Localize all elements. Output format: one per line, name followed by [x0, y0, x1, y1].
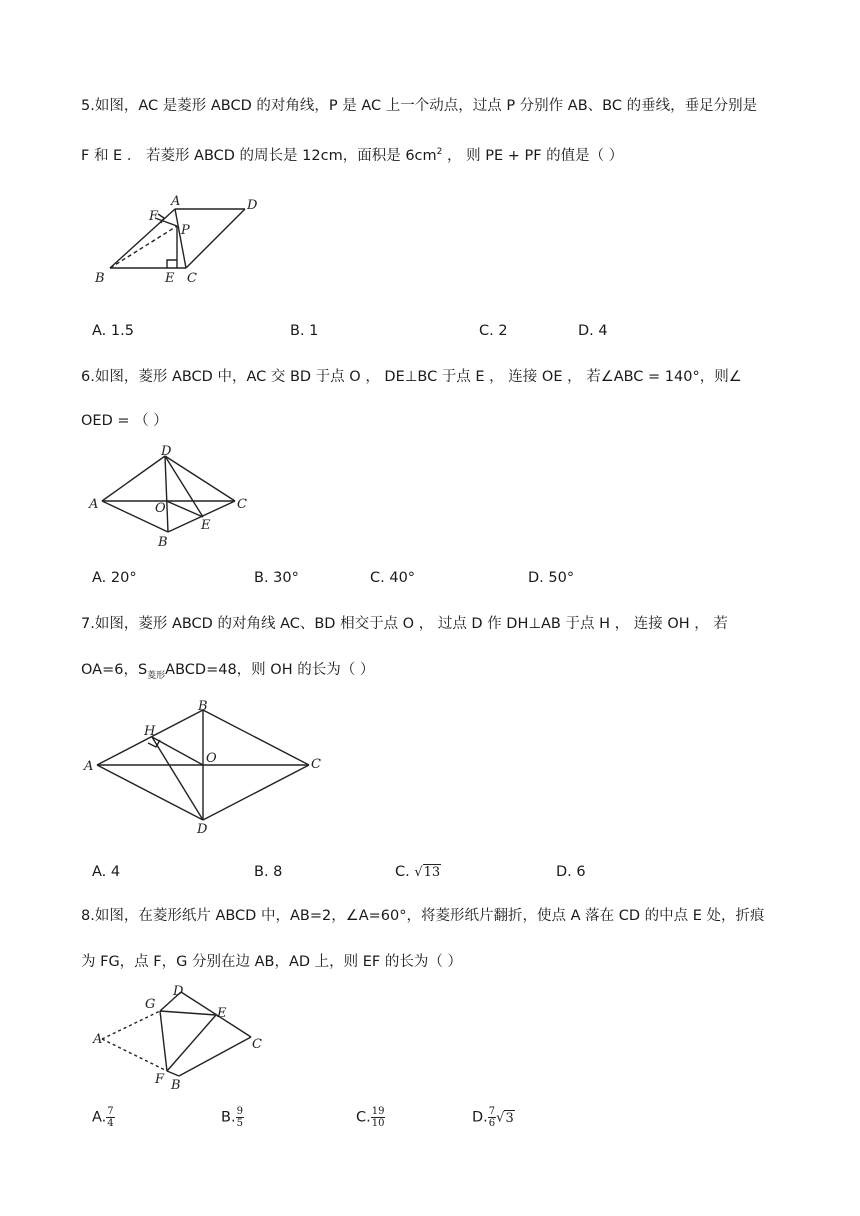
- q5-label-d: D: [247, 198, 258, 213]
- q7-figure: [80, 695, 330, 840]
- q5-label-c: C: [187, 271, 197, 286]
- q6-option-b[interactable]: B. 30°: [254, 570, 299, 586]
- q8-label-a: A: [93, 1032, 103, 1047]
- q7-label-a: A: [84, 759, 94, 774]
- q6-option-a[interactable]: A. 20°: [92, 570, 137, 586]
- q6-label-a: A: [89, 497, 99, 512]
- q5-stem-line1: 5.如图，AC 是菱形 ABCD 的对角线，P 是 AC 上一个动点，过点 P 分别作 AB、BC 的垂线，垂足分别是: [81, 98, 758, 114]
- q5-option-a[interactable]: A. 1.5: [92, 323, 134, 339]
- q8-stem-line2: 为 FG，点 F，G 分别在边 AB，AD 上，则 EF 的长为（ ）: [81, 954, 462, 970]
- q7-label-c: C: [311, 757, 321, 772]
- q7-stem-line1: 7.如图，菱形 ABCD 的对角线 AC、BD 相交于点 O ， 过点 D 作 DH⊥AB 于点 H ， 连接 OH ， 若: [81, 616, 728, 632]
- q7-label-d: D: [197, 822, 208, 837]
- q6-label-e: E: [201, 518, 211, 533]
- q8-label-g: G: [145, 997, 156, 1012]
- q8-label-f: F: [155, 1072, 165, 1087]
- q7-option-a[interactable]: A. 4: [92, 864, 121, 880]
- q8-stem-line1: 8.如图，在菱形纸片 ABCD 中，AB=2，∠A=60°，将菱形纸片翻折，使点 A 落在 CD 的中点 E 处，折痕: [81, 908, 765, 924]
- q5-option-c[interactable]: C. 2: [479, 323, 508, 339]
- q6-figure: [85, 440, 265, 555]
- q5-option-b[interactable]: B. 1: [290, 323, 319, 339]
- q8-option-c[interactable]: C. $\frac{19}{10}$: [356, 1106, 385, 1129]
- q6-label-b: B: [158, 535, 168, 550]
- q6-stem-line1: 6.如图，菱形 ABCD 中，AC 交 BD 于点 O ， DE⊥BC 于点 E ， 连接 OE ， 若∠ABC = 140°，则∠: [81, 369, 742, 385]
- q5-label-e: E: [165, 271, 175, 286]
- q7-label-b: B: [198, 699, 208, 714]
- q5-option-d[interactable]: D. 4: [578, 323, 608, 339]
- q5-label-p: P: [181, 223, 190, 238]
- q6-label-o: O: [155, 501, 166, 516]
- q7-stem-line2: OA=6，$S_{菱形}ABCD=48$，则 OH 的长为（ ）: [81, 662, 375, 681]
- q7-label-h: H: [144, 724, 156, 739]
- q8-label-b: B: [171, 1078, 181, 1093]
- q7-option-d[interactable]: D. 6: [556, 864, 586, 880]
- q7-label-o: O: [206, 751, 217, 766]
- q6-label-c: C: [237, 497, 247, 512]
- q5-label-f: F: [149, 209, 159, 224]
- q6-stem-line2: OED = （ ）: [81, 413, 168, 429]
- q8-label-c: C: [252, 1037, 262, 1052]
- q5-label-a: A: [171, 194, 181, 209]
- q6-option-c[interactable]: C. 40°: [370, 570, 416, 586]
- q5-figure: [85, 190, 275, 290]
- q5-label-b: B: [95, 271, 105, 286]
- q6-label-d: D: [161, 444, 172, 459]
- q8-option-a[interactable]: A. $\frac{7}{4}$: [92, 1106, 114, 1129]
- q7-option-c[interactable]: C. √13: [395, 864, 441, 880]
- q8-label-d: D: [173, 984, 184, 999]
- q7-option-b[interactable]: B. 8: [254, 864, 283, 880]
- q8-label-e: E: [217, 1006, 227, 1021]
- q8-option-d[interactable]: D. $\frac{7}{6}$ √3: [472, 1106, 514, 1129]
- q5-stem-line2: F 和 E ． 若菱形 ABCD 的周长是 12cm，面积是 $6cm^2$ ， 则 PE + PF 的值是（ ）: [81, 147, 624, 164]
- q8-figure: [85, 982, 275, 1097]
- q6-option-d[interactable]: D. 50°: [528, 570, 575, 586]
- q8-option-b[interactable]: B. $\frac{9}{5}$: [221, 1106, 243, 1129]
